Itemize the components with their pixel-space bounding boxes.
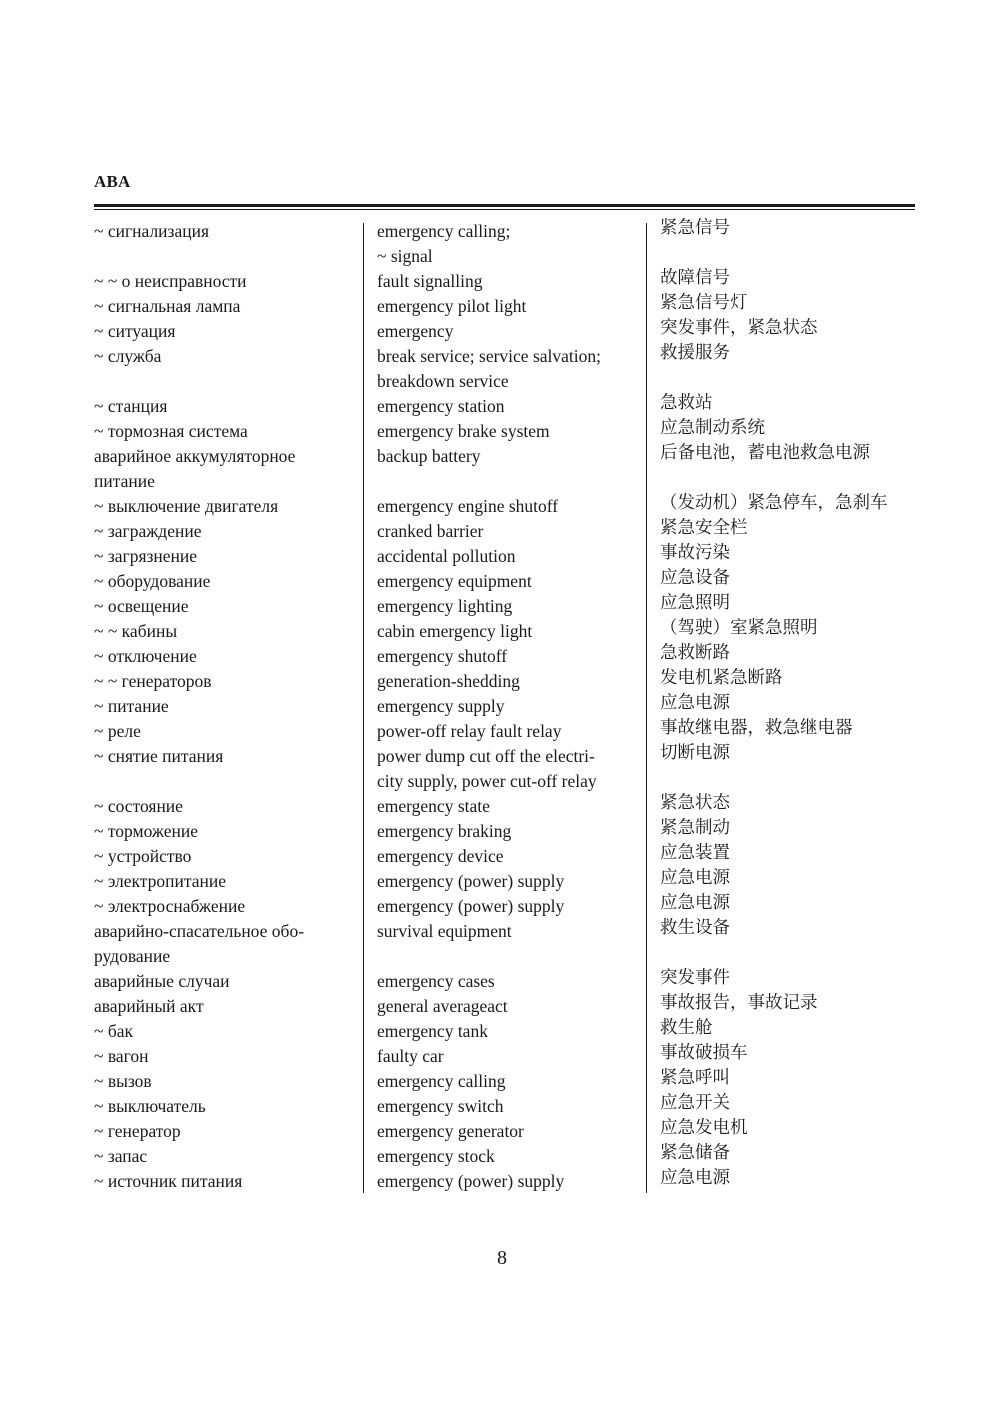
english-term: power-off relay fault relay bbox=[377, 721, 562, 741]
english-term: emergency (power) supply bbox=[377, 871, 565, 891]
english-term: cabin emergency light bbox=[377, 621, 533, 641]
chinese-term: 事故继电器，救急继电器 bbox=[660, 718, 853, 738]
russian-term: ~ торможение bbox=[94, 821, 199, 841]
chinese-term: 后备电池，蓄电池救急电源 bbox=[660, 443, 870, 463]
chinese-term: 紧急安全栏 bbox=[660, 518, 748, 538]
english-term: emergency calling bbox=[377, 1071, 506, 1091]
russian-term: ~ выключение двигателя bbox=[94, 496, 279, 516]
english-term: emergency lighting bbox=[377, 596, 513, 616]
russian-term: ~ генератор bbox=[94, 1121, 181, 1141]
english-term: general averageact bbox=[377, 996, 508, 1016]
chinese-term: 紧急储备 bbox=[660, 1143, 730, 1163]
russian-term: ~ сигнальная лампа bbox=[94, 296, 241, 316]
russian-term: ~ ~ о неисправности bbox=[94, 271, 247, 291]
chinese-term: （发动机）紧急停车，急刹车 bbox=[660, 493, 888, 513]
russian-term: ~ сигнализация bbox=[94, 221, 209, 241]
chinese-term: 紧急信号 bbox=[660, 218, 730, 238]
english-term: emergency (power) supply bbox=[377, 896, 565, 916]
chinese-term: 紧急呼叫 bbox=[660, 1068, 730, 1088]
dictionary-entry bbox=[0, 219, 1004, 269]
chinese-term: 突发事件 bbox=[660, 968, 730, 988]
chinese-term: 急救断路 bbox=[660, 643, 730, 663]
chinese-term: 事故污染 bbox=[660, 543, 730, 563]
english-term: emergency engine shutoff bbox=[377, 496, 559, 516]
dictionary-entry bbox=[0, 444, 1004, 494]
english-term: generation-shedding bbox=[377, 671, 520, 691]
english-term: fault signalling bbox=[377, 271, 483, 291]
russian-term: ~ ~ кабины bbox=[94, 621, 178, 641]
running-header: ABA bbox=[94, 172, 131, 191]
english-term: emergency shutoff bbox=[377, 646, 508, 666]
chinese-term: 应急发电机 bbox=[660, 1118, 748, 1138]
english-term: emergency device bbox=[377, 846, 504, 866]
dictionary-entry bbox=[0, 744, 1004, 794]
english-term: backup battery bbox=[377, 446, 481, 466]
chinese-term: 救生设备 bbox=[660, 918, 730, 938]
chinese-term: 急救站 bbox=[660, 393, 713, 413]
chinese-term: 应急照明 bbox=[660, 593, 730, 613]
chinese-term: （驾驶）室紧急照明 bbox=[660, 618, 818, 638]
english-term: emergency station bbox=[377, 396, 505, 416]
russian-term: ~ электроснабжение bbox=[94, 896, 246, 916]
header-rule-thin bbox=[94, 209, 915, 210]
chinese-term: 应急设备 bbox=[660, 568, 730, 588]
russian-term: ~ отключение bbox=[94, 646, 197, 666]
russian-term: ~ оборудование bbox=[94, 571, 211, 591]
russian-term: ~ ситуация bbox=[94, 321, 176, 341]
russian-term: ~ выключатель bbox=[94, 1096, 206, 1116]
chinese-term: 应急开关 bbox=[660, 1093, 730, 1113]
chinese-term: 应急电源 bbox=[660, 893, 730, 913]
page-number: 8 bbox=[497, 1247, 507, 1269]
russian-term: аварийное аккумуляторное питание bbox=[94, 446, 296, 491]
russian-term: ~ заграждение bbox=[94, 521, 202, 541]
russian-term: ~ вызов bbox=[94, 1071, 152, 1091]
dictionary-table bbox=[0, 219, 1004, 1194]
dictionary-entry bbox=[0, 1169, 1004, 1194]
russian-term: ~ вагон bbox=[94, 1046, 149, 1066]
english-term: cranked barrier bbox=[377, 521, 484, 541]
english-term: break service; service salvation; breakdown service bbox=[377, 346, 601, 391]
english-term: accidental pollution bbox=[377, 546, 516, 566]
chinese-term: 应急制动系统 bbox=[660, 418, 765, 438]
chinese-term: 应急电源 bbox=[660, 868, 730, 888]
russian-term: ~ станция bbox=[94, 396, 168, 416]
russian-term: ~ снятие питания bbox=[94, 746, 224, 766]
english-term: emergency cases bbox=[377, 971, 495, 991]
chinese-term: 紧急制动 bbox=[660, 818, 730, 838]
english-term: emergency generator bbox=[377, 1121, 524, 1141]
chinese-term: 紧急信号灯 bbox=[660, 293, 748, 313]
header-rule-thick bbox=[94, 204, 915, 207]
russian-term: ~ источник питания bbox=[94, 1171, 243, 1191]
english-term: faulty car bbox=[377, 1046, 444, 1066]
russian-term: аварийный акт bbox=[94, 996, 204, 1016]
russian-term: аварийные случаи bbox=[94, 971, 230, 991]
english-term: emergency calling; ~ signal bbox=[377, 221, 511, 266]
english-term: emergency stock bbox=[377, 1146, 495, 1166]
russian-term: ~ ~ генераторов bbox=[94, 671, 212, 691]
chinese-term: 应急装置 bbox=[660, 843, 730, 863]
russian-term: ~ устройство bbox=[94, 846, 192, 866]
russian-term: ~ питание bbox=[94, 696, 169, 716]
chinese-term: 救援服务 bbox=[660, 343, 730, 363]
chinese-term: 应急电源 bbox=[660, 693, 730, 713]
russian-term: ~ состояние bbox=[94, 796, 183, 816]
russian-term: ~ освещение bbox=[94, 596, 189, 616]
dictionary-entry bbox=[0, 919, 1004, 969]
chinese-term: 紧急状态 bbox=[660, 793, 730, 813]
russian-term: ~ загрязнение bbox=[94, 546, 198, 566]
english-term: emergency braking bbox=[377, 821, 512, 841]
russian-term: ~ электропитание bbox=[94, 871, 227, 891]
english-term: emergency (power) supply bbox=[377, 1171, 565, 1191]
chinese-term: 突发事件，紧急状态 bbox=[660, 318, 818, 338]
russian-term: ~ реле bbox=[94, 721, 141, 741]
english-term: emergency state bbox=[377, 796, 490, 816]
chinese-term: 故障信号 bbox=[660, 268, 730, 288]
chinese-term: 事故报告，事故记录 bbox=[660, 993, 818, 1013]
chinese-term: 救生舱 bbox=[660, 1018, 713, 1038]
english-term: emergency pilot light bbox=[377, 296, 527, 316]
english-term: emergency switch bbox=[377, 1096, 504, 1116]
russian-term: ~ запас bbox=[94, 1146, 148, 1166]
russian-term: ~ бак bbox=[94, 1021, 134, 1041]
russian-term: ~ тормозная система bbox=[94, 421, 248, 441]
chinese-term: 应急电源 bbox=[660, 1168, 730, 1188]
english-term: emergency tank bbox=[377, 1021, 488, 1041]
english-term: emergency bbox=[377, 321, 454, 341]
russian-term: ~ служба bbox=[94, 346, 162, 366]
russian-term: аварийно-спасательное обо- рудование bbox=[94, 921, 305, 966]
english-term: emergency equipment bbox=[377, 571, 532, 591]
chinese-term: 事故破损车 bbox=[660, 1043, 748, 1063]
chinese-term: 发电机紧急断路 bbox=[660, 668, 783, 688]
english-term: survival equipment bbox=[377, 921, 512, 941]
english-term: emergency supply bbox=[377, 696, 505, 716]
english-term: emergency brake system bbox=[377, 421, 550, 441]
chinese-term: 切断电源 bbox=[660, 743, 730, 763]
english-term: power dump cut off the electri- city supply, power cut-off relay bbox=[377, 746, 597, 791]
dictionary-entry bbox=[0, 344, 1004, 394]
